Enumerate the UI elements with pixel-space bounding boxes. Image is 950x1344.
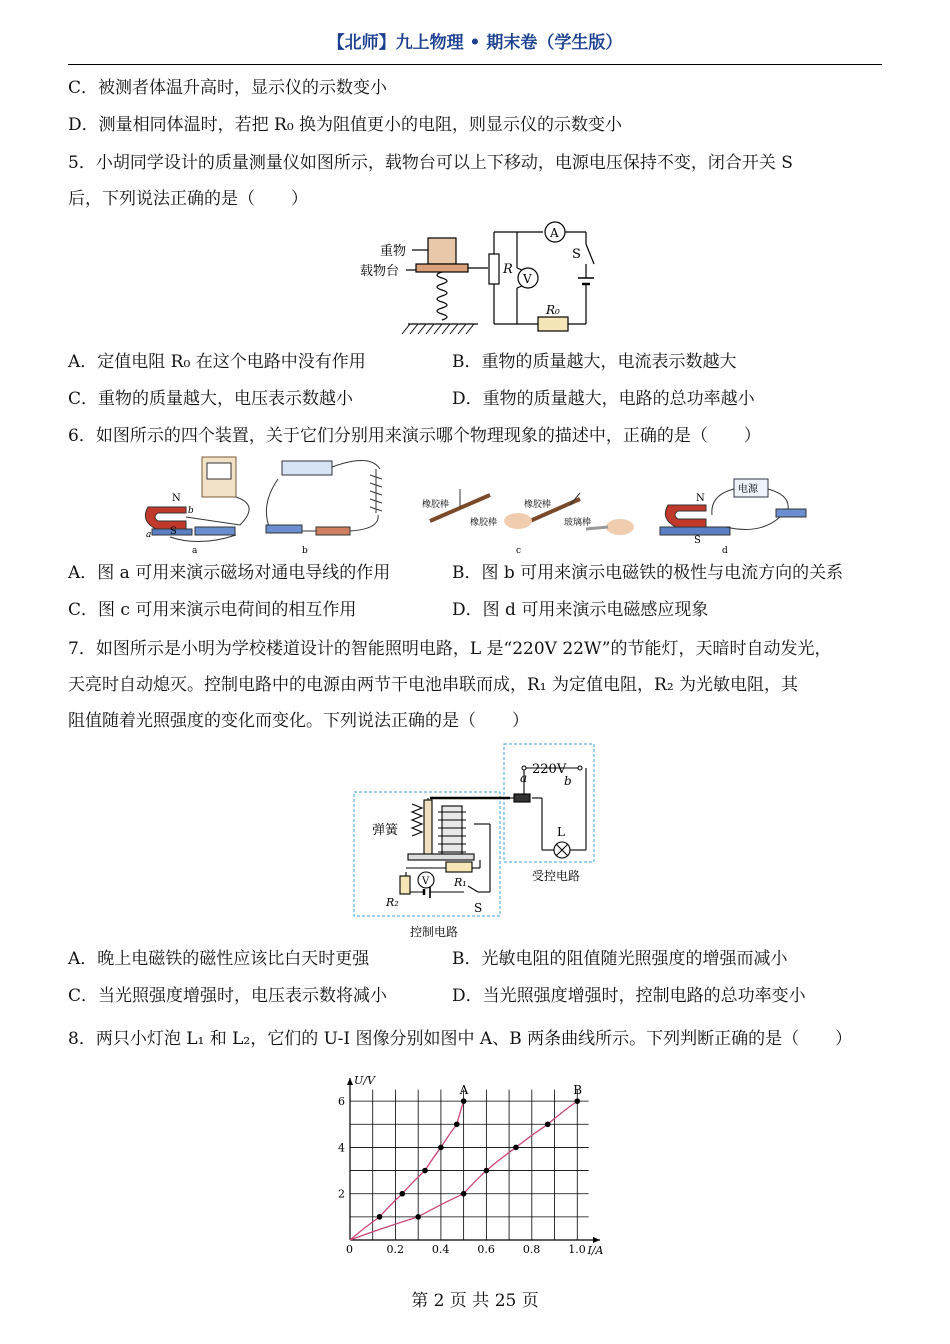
spring-coil: [412, 804, 422, 836]
resistor-R1: [446, 862, 472, 872]
q7-option-d: D．当光照强度增强时，控制电路的总功率变小: [452, 986, 806, 1006]
svg-text:电源: 电源: [738, 484, 758, 495]
svg-text:玻璃棒: 玻璃棒: [564, 518, 592, 528]
q7-stem-line2: 天亮时自动熄灭。控制电路中的电源由两节干电池串联而成，R₁ 为定值电阻，R₂ 为光敏电阻，其: [68, 675, 799, 695]
q7-option-b: B．光敏电阻的阻值随光照强度的增强而减小: [452, 949, 788, 969]
page-footer: 第 2 页 共 25 页: [411, 1291, 539, 1311]
q8-ui-chart: [330, 1068, 620, 1263]
q7-option-a: A．晚上电磁铁的磁性应该比白天时更强: [68, 949, 370, 969]
header-divider: [68, 64, 882, 65]
label-V: V: [523, 272, 532, 286]
data-point-B: [415, 1214, 421, 1220]
q6-option-c: C．图 c 可用来演示电荷间的相互作用: [68, 600, 357, 620]
q7-stem-suffix: ）: [512, 711, 529, 731]
switch-S: [586, 244, 594, 264]
q5-option-b: B．重物的质量越大，电流表示数越大: [452, 352, 737, 372]
label-A: A: [550, 226, 559, 240]
svg-text:b: b: [188, 506, 194, 516]
chart-points: [377, 1098, 580, 1219]
caption-c: c: [516, 546, 522, 555]
svg-text:b: b: [564, 774, 572, 788]
label-220v: 220V: [532, 762, 567, 777]
svg-text:L: L: [557, 825, 565, 839]
q8-stem-suffix: ）: [835, 1029, 853, 1049]
data-point-A: [454, 1121, 460, 1127]
svg-text:a: a: [520, 771, 528, 785]
series-label-A: A: [459, 1083, 469, 1098]
device-c: [422, 489, 634, 555]
platform: [416, 264, 468, 272]
x-tick-label: 1.0: [568, 1243, 586, 1256]
caption-b: b: [302, 546, 308, 555]
x-axis-label: I/A: [587, 1244, 604, 1257]
page-header: 【北师】九上物理 • 期末卷（学生版）: [327, 33, 623, 53]
chart-axes: [347, 1078, 600, 1243]
y-axis-label: U/V: [354, 1074, 375, 1087]
svg-text:S: S: [474, 901, 483, 915]
q5-option-a: A．定值电阻 R₀ 在这个电路中没有作用: [68, 352, 366, 372]
x-tick-label: 0.4: [431, 1243, 450, 1256]
weight-block: [428, 238, 456, 264]
data-point-A: [461, 1098, 467, 1104]
data-point-A: [399, 1191, 405, 1197]
y-tick-label: 4: [338, 1141, 345, 1155]
data-point-A: [438, 1145, 444, 1151]
y-tick-label: 2: [338, 1187, 345, 1201]
series-label-B: B: [573, 1083, 583, 1098]
svg-text:N: N: [172, 493, 181, 504]
device-a: [145, 457, 249, 555]
q7-stem-line1: 7．如图所示是小明为学校楼道设计的智能照明电路，L 是“220V 22W”的节能灯，天暗时自动发光，: [68, 639, 832, 659]
device-d: [660, 479, 806, 555]
q6-stem-suffix: ）: [743, 426, 761, 446]
label-spring: 弹簧: [372, 823, 399, 838]
q5-circuit-figure: [350, 212, 610, 342]
q6-option-b: B．图 b 可用来演示电磁铁的极性与电流方向的关系: [452, 563, 844, 583]
q4-option-c: C．被测者体温升高时，显示仪的示数变小: [68, 78, 388, 98]
x-tick-label: 0.6: [477, 1243, 495, 1256]
data-point-B: [545, 1121, 551, 1127]
label-S: S: [572, 247, 581, 262]
q7-relay-circuit-figure: [350, 740, 600, 940]
q8-stem: [68, 1028, 852, 1050]
chart-grid: [350, 1090, 589, 1240]
x-tick-label: 0.8: [522, 1243, 541, 1256]
data-point-A: [422, 1168, 428, 1174]
q6-option-d: D．图 d 可用来演示电磁感应现象: [452, 600, 709, 620]
q5-stem-prefix: 后，下列说法正确的是（: [68, 189, 255, 209]
label-platform: 载物台: [360, 264, 400, 279]
svg-text:S: S: [170, 526, 177, 537]
horseshoe-magnet: [145, 507, 186, 529]
label-R0: R₀: [546, 303, 560, 317]
svg-text:S: S: [694, 535, 701, 546]
x-axis-arrow: [593, 1237, 600, 1243]
label-controlled-circuit: 受控电路: [532, 869, 581, 883]
device-b: [266, 460, 382, 555]
svg-text:橡胶棒: 橡胶棒: [470, 518, 498, 528]
q6-stem-prefix: 6．如图所示的四个装置，关于它们分别用来演示哪个物理现象的描述中，正确的是（: [68, 426, 708, 446]
label-weight: 重物: [380, 244, 407, 259]
label-R: R: [503, 262, 513, 277]
svg-text:橡胶棒: 橡胶棒: [422, 500, 450, 510]
q5-stem-suffix: ）: [291, 189, 308, 209]
q6-stem: [68, 425, 761, 447]
svg-text:V: V: [422, 876, 430, 887]
q5-stem-line1: 5．小胡同学设计的质量测量仪如图所示，载物台可以上下移动，电源电压保持不变，闭合开关 S: [68, 153, 793, 173]
q5-option-c: C．重物的质量越大，电压表示数越小: [68, 389, 354, 409]
q7-stem-prefix: 阻值随着光照强度的变化而变化。下列说法正确的是（: [68, 711, 476, 731]
q6-option-a: A．图 a 可用来演示磁场对通电导线的作用: [68, 563, 391, 583]
caption-a: a: [192, 546, 198, 555]
switch-base: [195, 527, 235, 535]
svg-text:R₂: R₂: [386, 896, 399, 909]
resistor-R0: [538, 317, 568, 331]
x-tick-label: 0.2: [386, 1243, 404, 1256]
q5-stem-line2: [68, 188, 308, 210]
svg-text:a: a: [146, 530, 152, 540]
q8-stem-prefix: 8．两只小灯泡 L₁ 和 L₂，它们的 U-I 图像分别如图中 A、B 两条曲线所示。下列判断正确的是（: [68, 1029, 800, 1049]
svg-text:橡胶棒: 橡胶棒: [524, 500, 552, 510]
caption-d: d: [722, 546, 728, 555]
svg-text:R₁: R₁: [454, 876, 467, 889]
spring: [437, 272, 447, 320]
q7-option-c: C．当光照强度增强时，电压表示数将减小: [68, 986, 388, 1006]
rheostat-R: [489, 254, 499, 284]
switch-S: [468, 886, 478, 892]
data-point-B: [484, 1168, 490, 1174]
q4-option-d: D．测量相同体温时，若把 R₀ 换为阻值更小的电阻，则显示仪的示数变小: [68, 115, 623, 135]
data-point-B: [513, 1145, 519, 1151]
label-control-circuit: 控制电路: [410, 925, 459, 939]
q5-option-d: D．重物的质量越大，电路的总功率越小: [452, 389, 755, 409]
q7-stem-line3: [68, 710, 529, 732]
data-point-B: [574, 1098, 580, 1104]
svg-text:N: N: [696, 493, 705, 504]
q6-four-devices-figure: [140, 455, 810, 555]
data-point-B: [461, 1191, 467, 1197]
x-tick-label: 0: [346, 1243, 353, 1256]
photoresistor-R2: [400, 876, 410, 894]
data-point-A: [377, 1214, 383, 1220]
y-axis-arrow: [347, 1078, 353, 1085]
y-tick-label: 6: [338, 1095, 345, 1109]
